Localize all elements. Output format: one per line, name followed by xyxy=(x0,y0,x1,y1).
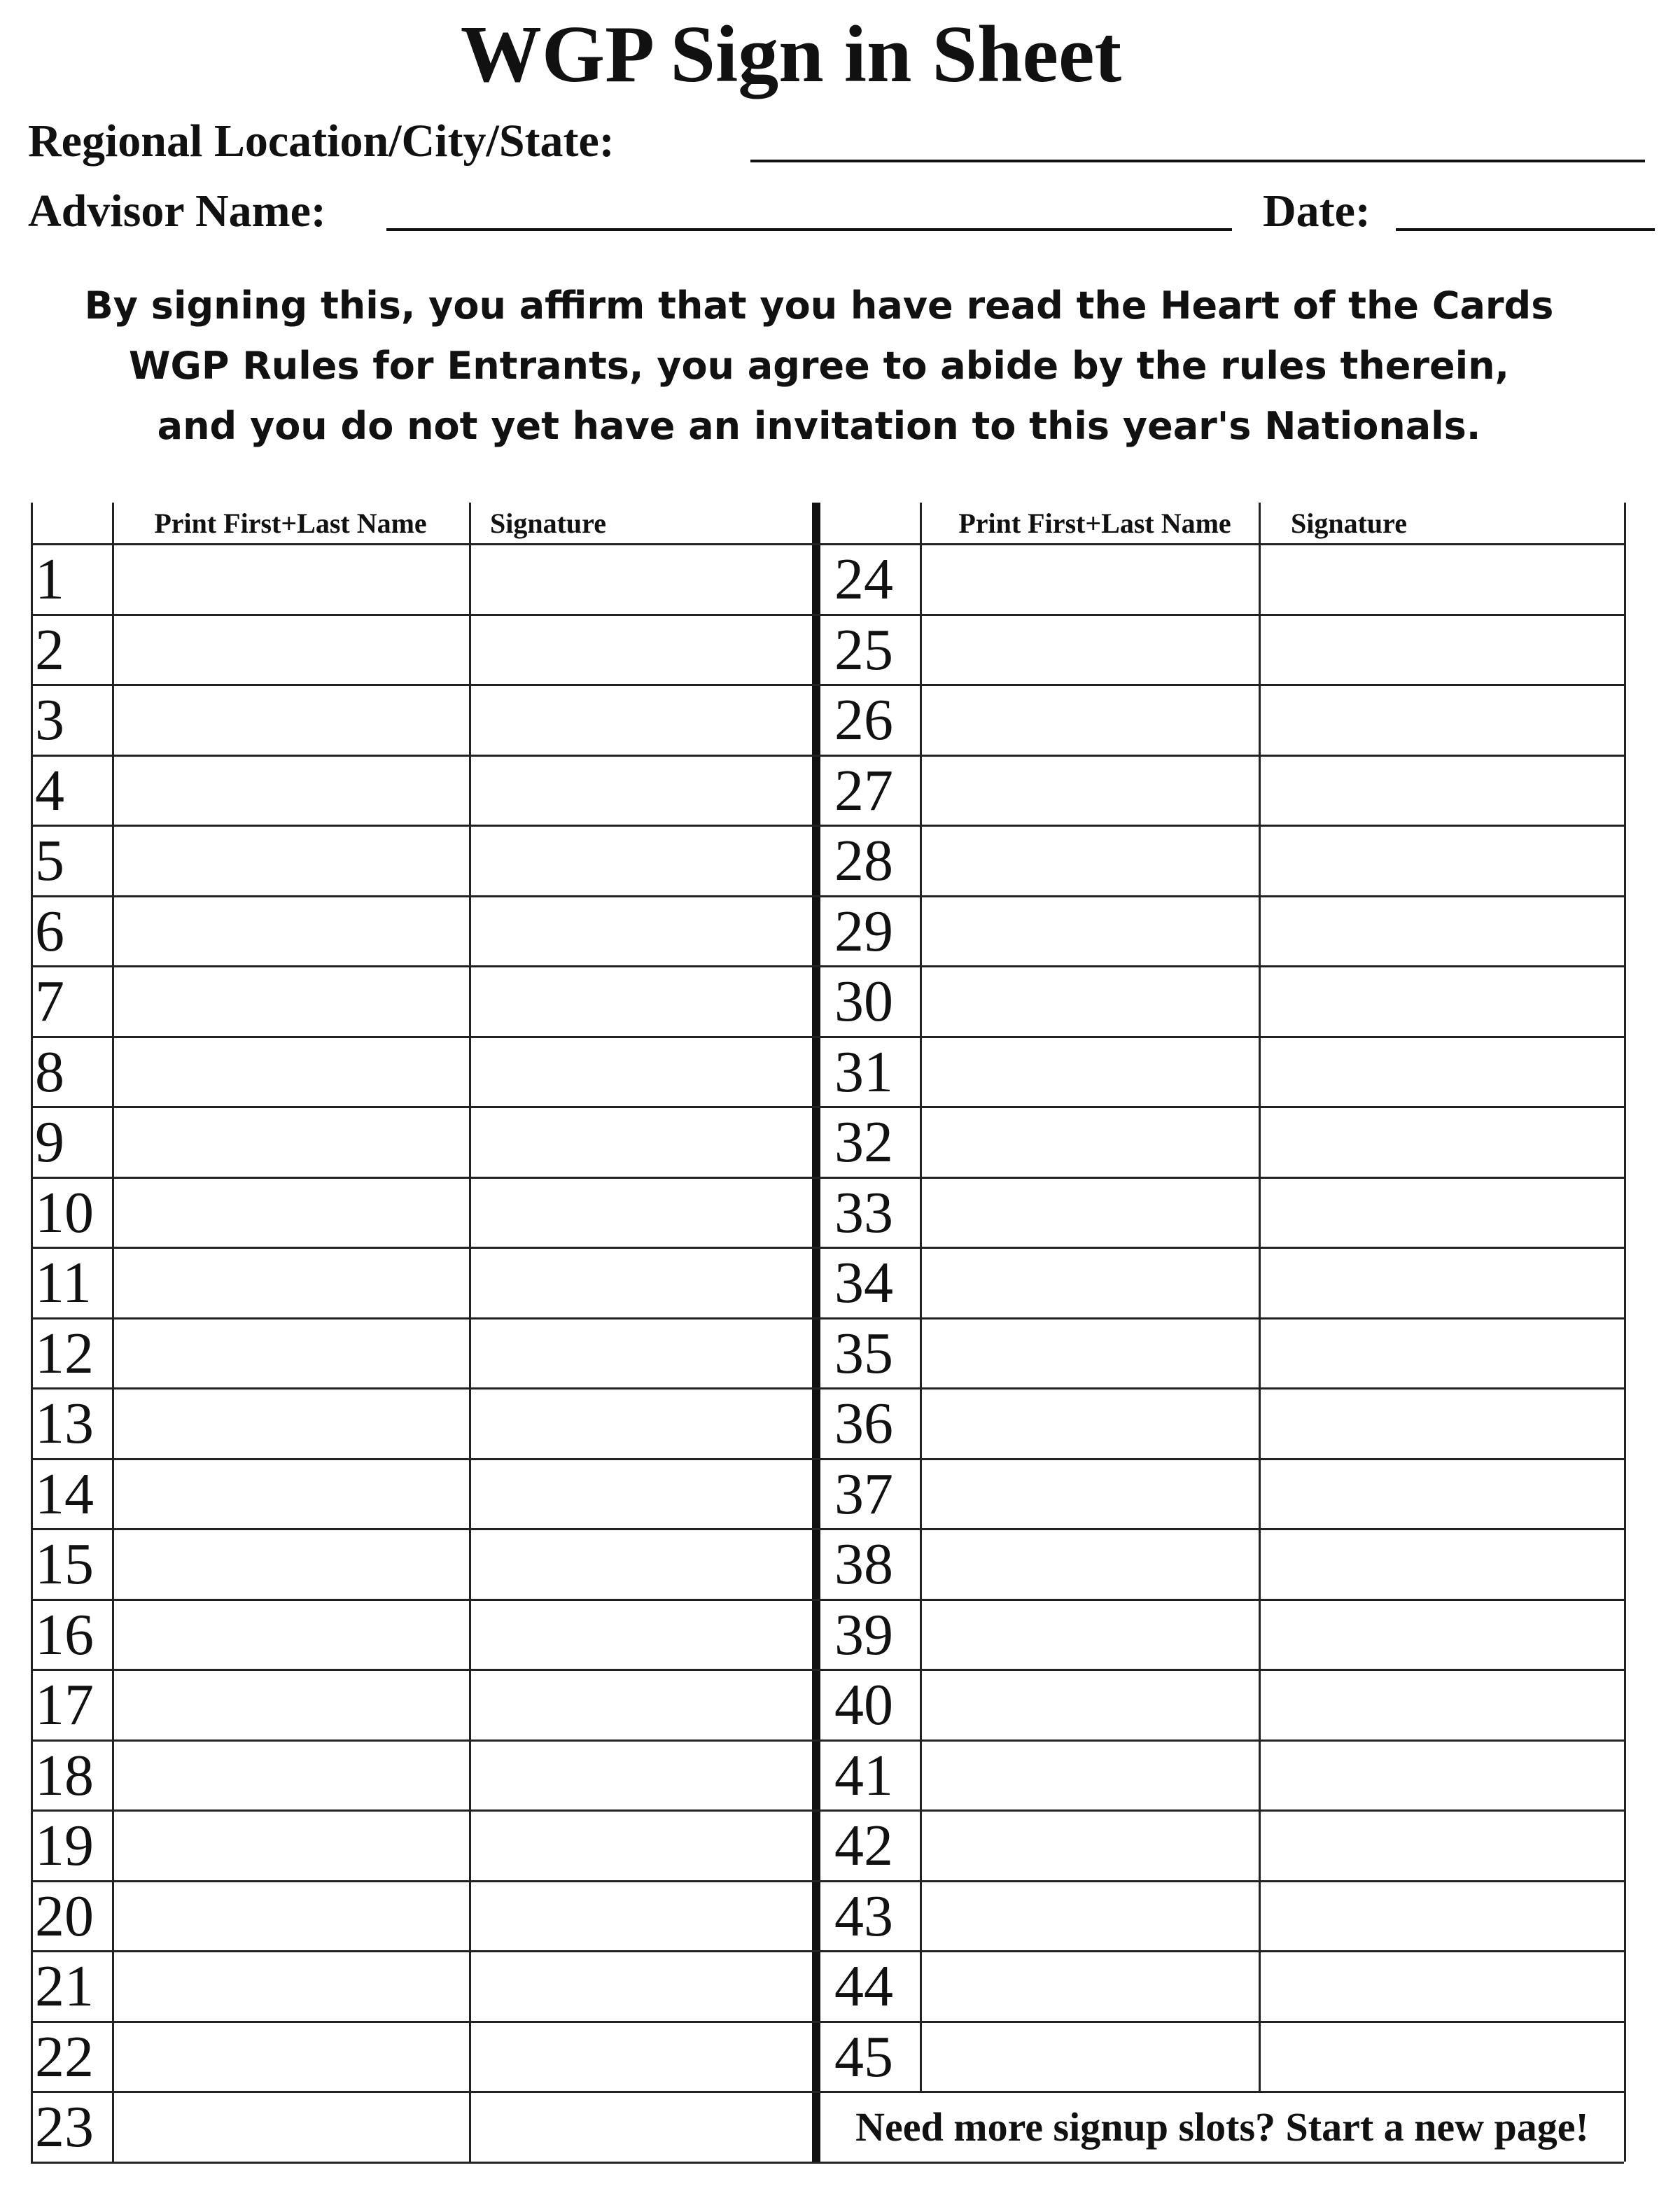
row-number: 16 xyxy=(35,1602,94,1667)
row-divider xyxy=(816,1106,1624,1108)
row-number: 42 xyxy=(834,1813,893,1878)
row-divider xyxy=(816,1036,1624,1038)
signature-cell[interactable] xyxy=(472,1390,805,1455)
row-divider xyxy=(31,1458,816,1460)
row-divider xyxy=(816,684,1624,686)
name-cell[interactable] xyxy=(923,757,1256,822)
signature-cell[interactable] xyxy=(472,1109,805,1174)
row-divider xyxy=(816,965,1624,967)
row-number: 45 xyxy=(834,2024,893,2090)
signature-cell[interactable] xyxy=(1261,968,1621,1033)
row-divider xyxy=(31,1809,816,1812)
column-divider xyxy=(469,503,471,2162)
more-slots-note: Need more signup slots? Start a new page! xyxy=(855,2104,1589,2150)
signature-cell[interactable] xyxy=(1261,1461,1621,1526)
row-divider xyxy=(816,1599,1624,1601)
row-divider xyxy=(816,614,1624,616)
name-cell[interactable] xyxy=(115,898,466,963)
statement-line: and you do not yet have an invitation to this year's Nationals. xyxy=(157,404,1481,448)
signature-cell[interactable] xyxy=(472,1531,805,1596)
name-cell[interactable] xyxy=(115,1039,466,1104)
signature-cell[interactable] xyxy=(472,757,805,822)
name-cell[interactable] xyxy=(115,1672,466,1737)
name-cell[interactable] xyxy=(115,968,466,1033)
column-divider xyxy=(1259,503,1261,2091)
row-number: 11 xyxy=(35,1250,92,1315)
row-number: 26 xyxy=(834,687,893,752)
row-divider xyxy=(31,965,816,967)
row-number: 20 xyxy=(35,1883,94,1949)
name-cell[interactable] xyxy=(923,2024,1256,2089)
row-number: 9 xyxy=(35,1110,64,1175)
row-number: 28 xyxy=(834,828,893,893)
name-cell[interactable] xyxy=(115,1320,466,1385)
row-number: 5 xyxy=(35,828,64,893)
signature-cell[interactable] xyxy=(472,1672,805,1737)
row-divider xyxy=(816,1177,1624,1179)
table-border-right xyxy=(1624,503,1626,2162)
row-number: 33 xyxy=(834,1180,893,1245)
column-header-signature: Signature xyxy=(1291,507,1407,539)
signature-cell[interactable] xyxy=(472,1953,805,2018)
name-cell[interactable] xyxy=(923,1390,1256,1455)
row-number: 31 xyxy=(834,1039,893,1105)
name-cell[interactable] xyxy=(115,757,466,822)
row-number: 37 xyxy=(834,1461,893,1527)
row-number: 2 xyxy=(35,617,64,682)
row-number: 30 xyxy=(834,969,893,1034)
row-number: 25 xyxy=(834,617,893,682)
row-number: 43 xyxy=(834,1883,893,1949)
row-number: 19 xyxy=(35,1813,94,1878)
row-number: 7 xyxy=(35,969,64,1034)
row-number: 22 xyxy=(35,2024,94,2090)
name-cell[interactable] xyxy=(115,1531,466,1596)
name-cell[interactable] xyxy=(115,1883,466,1948)
row-divider xyxy=(816,1458,1624,1460)
row-number: 12 xyxy=(35,1320,94,1386)
name-cell[interactable] xyxy=(923,617,1256,682)
row-divider xyxy=(816,2021,1624,2023)
signature-cell[interactable] xyxy=(1261,617,1621,682)
row-number: 17 xyxy=(35,1672,94,1737)
name-cell[interactable] xyxy=(115,1812,466,1877)
row-divider xyxy=(31,543,816,545)
signature-cell[interactable] xyxy=(1261,1602,1621,1667)
name-cell[interactable] xyxy=(923,546,1256,611)
column-header-signature: Signature xyxy=(490,507,606,539)
signature-cell[interactable] xyxy=(472,968,805,1033)
row-divider xyxy=(816,755,1624,757)
row-number: 18 xyxy=(35,1742,94,1808)
signature-cell[interactable] xyxy=(1261,546,1621,611)
signature-cell[interactable] xyxy=(1261,1250,1621,1315)
table-border-bottom xyxy=(31,2162,816,2164)
signature-cell[interactable] xyxy=(472,898,805,963)
name-cell[interactable] xyxy=(923,1180,1256,1245)
row-divider xyxy=(31,1036,816,1038)
row-number: 34 xyxy=(834,1250,893,1315)
signature-cell[interactable] xyxy=(1261,1812,1621,1877)
signature-cell[interactable] xyxy=(1261,757,1621,822)
name-cell[interactable] xyxy=(923,827,1256,892)
row-number: 32 xyxy=(834,1110,893,1175)
sign-in-table xyxy=(31,503,1625,2160)
name-cell[interactable] xyxy=(923,1461,1256,1526)
column-divider xyxy=(112,503,114,2162)
name-cell[interactable] xyxy=(115,2094,466,2159)
signature-cell[interactable] xyxy=(472,546,805,611)
center-divider xyxy=(812,503,820,2162)
name-cell[interactable] xyxy=(115,1390,466,1455)
row-divider xyxy=(31,895,816,897)
signature-cell[interactable] xyxy=(1261,827,1621,892)
row-divider xyxy=(816,1950,1624,1952)
row-number: 6 xyxy=(35,898,64,964)
row-number: 38 xyxy=(834,1532,893,1597)
table-border-bottom xyxy=(816,2162,1624,2164)
signature-cell[interactable] xyxy=(1261,1742,1621,1807)
page-title: WGP Sign in Sheet xyxy=(460,10,1122,99)
row-divider xyxy=(816,1387,1624,1390)
signature-cell[interactable] xyxy=(472,827,805,892)
row-number: 21 xyxy=(35,1954,94,2019)
affirmation-statement xyxy=(28,276,1610,456)
row-number: 1 xyxy=(35,547,64,612)
row-divider xyxy=(31,1669,816,1671)
signature-cell[interactable] xyxy=(1261,687,1621,752)
name-cell[interactable] xyxy=(923,1320,1256,1385)
name-cell[interactable] xyxy=(115,1250,466,1315)
row-divider xyxy=(31,1740,816,1742)
row-number: 23 xyxy=(35,2094,94,2160)
signature-cell[interactable] xyxy=(472,1742,805,1807)
row-number: 24 xyxy=(834,547,893,612)
name-cell[interactable] xyxy=(923,1672,1256,1737)
name-cell[interactable] xyxy=(923,1883,1256,1948)
signature-cell[interactable] xyxy=(472,2024,805,2089)
row-divider xyxy=(816,543,1624,545)
signature-cell[interactable] xyxy=(472,1602,805,1667)
row-number: 3 xyxy=(35,687,64,752)
row-number: 35 xyxy=(834,1320,893,1386)
name-cell[interactable] xyxy=(923,1812,1256,1877)
row-divider xyxy=(31,825,816,827)
name-cell[interactable] xyxy=(923,1742,1256,1807)
statement-line: By signing this, you affirm that you have read the Heart of the Cards xyxy=(84,284,1554,328)
row-divider xyxy=(31,1880,816,1882)
row-number: 8 xyxy=(35,1039,64,1105)
name-cell[interactable] xyxy=(923,898,1256,963)
signature-cell[interactable] xyxy=(1261,1531,1621,1596)
name-cell[interactable] xyxy=(923,1250,1256,1315)
row-number: 44 xyxy=(834,1954,893,2019)
row-number: 39 xyxy=(834,1602,893,1667)
row-divider xyxy=(816,1317,1624,1320)
signature-cell[interactable] xyxy=(472,1250,805,1315)
name-cell[interactable] xyxy=(115,827,466,892)
row-divider xyxy=(31,1106,816,1108)
name-cell[interactable] xyxy=(115,546,466,611)
table-border-left xyxy=(31,503,33,2162)
name-cell[interactable] xyxy=(115,1742,466,1807)
column-header-name: Print First+Last Name xyxy=(154,507,427,539)
name-cell[interactable] xyxy=(923,1602,1256,1667)
row-number: 41 xyxy=(834,1742,893,1808)
row-divider xyxy=(816,895,1624,897)
signature-cell[interactable] xyxy=(1261,1390,1621,1455)
name-cell[interactable] xyxy=(923,1531,1256,1596)
row-number: 10 xyxy=(35,1180,94,1245)
row-number: 15 xyxy=(35,1532,94,1597)
row-divider xyxy=(31,1528,816,1530)
row-divider xyxy=(31,755,816,757)
signature-cell[interactable] xyxy=(472,2094,805,2159)
advisor-label: Advisor Name: xyxy=(28,186,326,237)
signature-cell[interactable] xyxy=(1261,898,1621,963)
row-number: 14 xyxy=(35,1461,94,1527)
date-field[interactable] xyxy=(1396,228,1655,231)
signature-cell[interactable] xyxy=(472,617,805,682)
row-divider xyxy=(31,1950,816,1952)
row-divider xyxy=(31,614,816,616)
signature-cell[interactable] xyxy=(472,1039,805,1104)
name-cell[interactable] xyxy=(923,1039,1256,1104)
signature-cell[interactable] xyxy=(1261,1180,1621,1245)
signature-cell[interactable] xyxy=(472,687,805,752)
name-cell[interactable] xyxy=(923,968,1256,1033)
row-divider xyxy=(816,1880,1624,1882)
location-label: Regional Location/City/State: xyxy=(28,115,615,167)
column-header-name: Print First+Last Name xyxy=(958,507,1231,539)
name-cell[interactable] xyxy=(115,1461,466,1526)
location-field[interactable] xyxy=(750,160,1645,162)
row-number: 4 xyxy=(35,757,64,823)
signature-cell[interactable] xyxy=(1261,2024,1621,2089)
signature-cell[interactable] xyxy=(1261,1883,1621,1948)
signature-cell[interactable] xyxy=(472,1461,805,1526)
name-cell[interactable] xyxy=(115,1602,466,1667)
signature-cell[interactable] xyxy=(1261,1039,1621,1104)
name-cell[interactable] xyxy=(923,1109,1256,1174)
signature-cell[interactable] xyxy=(1261,1320,1621,1385)
statement-line: WGP Rules for Entrants, you agree to abide by the rules therein, xyxy=(128,344,1510,388)
row-divider xyxy=(31,1599,816,1601)
row-divider xyxy=(816,1528,1624,1530)
name-cell[interactable] xyxy=(115,687,466,752)
row-divider xyxy=(816,1809,1624,1812)
row-divider xyxy=(816,825,1624,827)
signature-cell[interactable] xyxy=(472,1180,805,1245)
name-cell[interactable] xyxy=(115,1180,466,1245)
row-divider xyxy=(31,684,816,686)
row-divider xyxy=(31,1177,816,1179)
name-cell[interactable] xyxy=(115,1953,466,2018)
date-label: Date: xyxy=(1263,186,1371,237)
row-divider xyxy=(31,2021,816,2023)
name-cell[interactable] xyxy=(115,2024,466,2089)
signature-cell[interactable] xyxy=(1261,1953,1621,2018)
row-divider xyxy=(31,1387,816,1390)
row-divider xyxy=(31,2091,816,2093)
column-divider xyxy=(920,503,922,2091)
row-number: 27 xyxy=(834,757,893,823)
row-divider xyxy=(816,1247,1624,1249)
name-cell[interactable] xyxy=(115,617,466,682)
signature-cell[interactable] xyxy=(1261,1109,1621,1174)
row-divider xyxy=(31,1317,816,1320)
name-cell[interactable] xyxy=(923,1953,1256,2018)
signature-cell[interactable] xyxy=(1261,1672,1621,1737)
advisor-name-field[interactable] xyxy=(386,228,1232,231)
signature-cell[interactable] xyxy=(472,1320,805,1385)
row-divider xyxy=(816,2091,1624,2093)
row-number: 36 xyxy=(834,1391,893,1456)
row-number: 40 xyxy=(834,1672,893,1737)
signature-cell[interactable] xyxy=(472,1812,805,1877)
row-number: 13 xyxy=(35,1391,94,1456)
row-divider xyxy=(816,1669,1624,1671)
name-cell[interactable] xyxy=(923,687,1256,752)
signature-cell[interactable] xyxy=(472,1883,805,1948)
row-divider xyxy=(31,1247,816,1249)
row-divider xyxy=(816,1740,1624,1742)
row-number: 29 xyxy=(834,898,893,964)
name-cell[interactable] xyxy=(115,1109,466,1174)
